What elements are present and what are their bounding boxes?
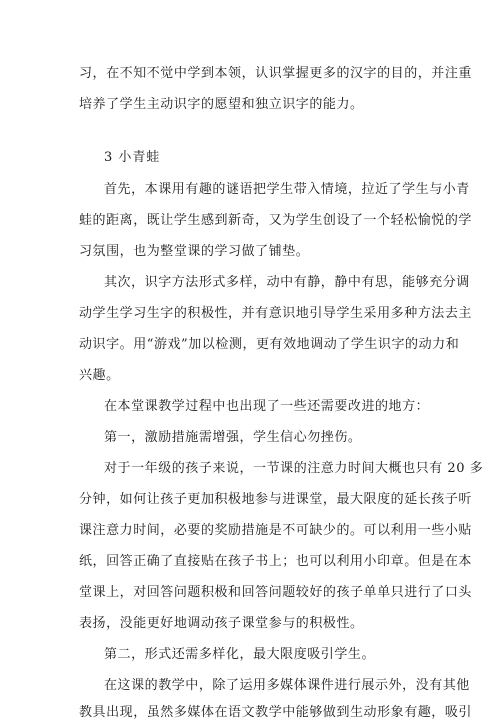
section-heading: 3 小青蛙 <box>104 150 161 165</box>
paragraph-line: 课注意力时间，必要的奖励措施是不可缺少的。可以利用一些小贴 <box>79 523 472 538</box>
paragraph-line: 第二，形式还需多样化，最大限度吸引学生。 <box>104 647 376 662</box>
paragraph-line: 堂课上，对回答问题积极和回答问题较好的孩子单单只进行了口头 <box>79 585 472 600</box>
paragraph-line: 动识字。用“游戏”加以检测，更有效地调动了学生识字的动力和 <box>79 337 460 352</box>
paragraph-line: 动学生学习生字的积极性，并有意识地引导学生采用多种方法去主 <box>79 306 472 321</box>
paragraph-line: 第一，激励措施需增强，学生信心勿挫伤。 <box>104 430 362 445</box>
paragraph-line: 分钟，如何让孩子更加积极地参与进课堂，最大限度的延长孩子听 <box>79 492 472 507</box>
paragraph-line: 纸，回答正确了直接贴在孩子书上；也可以利用小印章。但是在本 <box>79 554 472 569</box>
paragraph-line: 习，在不知不觉中学到本领，认识掌握更多的汉字的目的，并注重 <box>79 66 472 81</box>
paragraph-line: 对于一年级的孩子来说，一节课的注意力时间大概也只有 20 多 <box>104 461 484 476</box>
paragraph-line: 蛙的距离，既让学生感到新奇，又为学生创设了一个轻松愉悦的学 <box>79 213 472 228</box>
paragraph-line: 首先，本课用有趣的谜语把学生带入情境，拉近了学生与小青 <box>104 182 470 197</box>
paragraph-line: 习氛围，也为整堂课的学习做了铺垫。 <box>79 244 310 259</box>
paragraph-line: 其次，识字方法形式多样，动中有静，静中有思，能够充分调 <box>104 275 470 290</box>
paragraph-line: 在这课的教学中，除了运用多媒体课件进行展示外，没有其他 <box>104 678 470 693</box>
paragraph-line: 表扬，没能更好地调动孩子课堂参与的积极性。 <box>79 616 364 631</box>
paragraph-line: 兴趣。 <box>79 368 120 383</box>
paragraph-line: 在本堂课教学过程中也出现了一些还需要改进的地方： <box>104 399 430 414</box>
paragraph-line: 培养了学生主动识字的愿望和独立识字的能力。 <box>79 97 364 112</box>
paragraph-line: 教具出现，虽然多媒体在语文教学中能够做到生动形象有趣，吸引 <box>79 705 472 720</box>
